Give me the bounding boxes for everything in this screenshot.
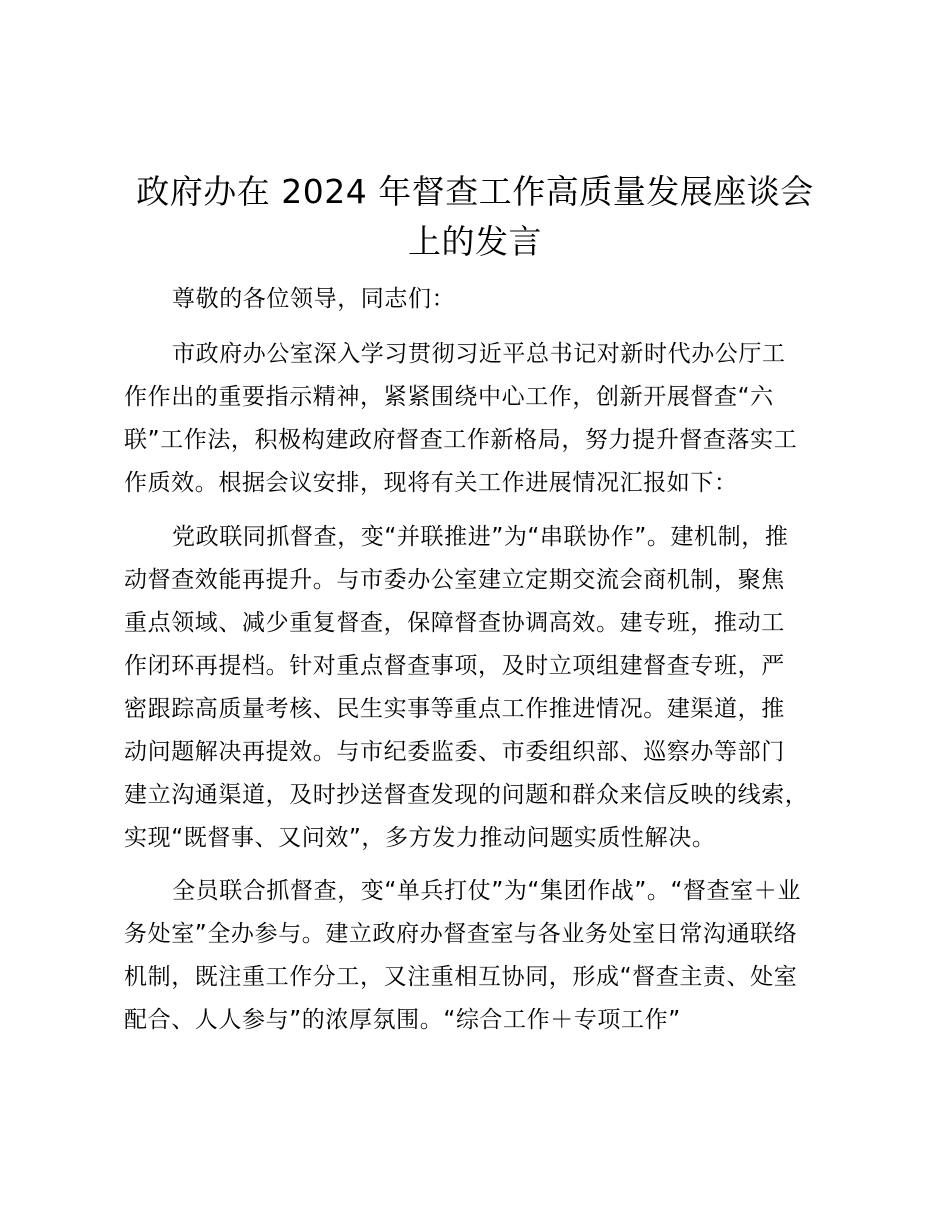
paragraph-line: 密跟踪高质量考核、民生实事等重点工作推进情况。建渠道，推 — [124, 696, 785, 722]
paragraph-line: 动督查效能再提升。与市委办公室建立定期交流会商机制，聚焦 — [124, 567, 785, 593]
paragraph-line: 联”工作法，积极构建政府督查工作新格局，努力提升督查落实工 — [124, 427, 798, 453]
document-title-line-1: 政府办在 2024 年督查工作高质量发展座谈会 — [136, 172, 814, 211]
paragraph-line: 机制，既注重工作分工，又注重相互协同，形成“督查主责、处室 — [124, 964, 798, 990]
paragraph-line: 党政联同抓督查，变“并联推进”为“串联协作”。建机制，推 — [172, 524, 789, 550]
document-title-line-2: 上的发言 — [408, 222, 542, 261]
paragraph-line: 全员联合抓督查，变“单兵打仗”为“集团作战”。“督查室＋业 — [172, 878, 801, 904]
paragraph-line: 配合、人人参与”的浓厚氛围。“综合工作＋专项工作” — [124, 1007, 681, 1033]
paragraph-line: 作质效。根据会议安排，现将有关工作进展情况汇报如下： — [124, 470, 738, 496]
paragraph-line: 作作出的重要指示精神，紧紧围绕中心工作，创新开展督查“六 — [124, 384, 774, 410]
paragraph-line: 重点领域、减少重复督查，保障督查协调高效。建专班，推动工 — [124, 610, 785, 636]
paragraph-line: 实现“既督事、又问效”，多方发力推动问题实质性解决。 — [124, 825, 716, 851]
paragraph-line: 市政府办公室深入学习贯彻习近平总书记对新时代办公厅工 — [172, 341, 786, 367]
paragraph-line: 作闭环再提档。针对重点督查事项，及时立项组建督查专班，严 — [124, 653, 785, 679]
salutation: 尊敬的各位领导，同志们： — [172, 286, 456, 312]
paragraph-line: 务处室”全办参与。建立政府办督查室与各业务处室日常沟通联络 — [124, 921, 798, 947]
paragraph-line: 建立沟通渠道，及时抄送督查发现的问题和群众来信反映的线索， — [124, 782, 809, 808]
paragraph-line: 动问题解决再提效。与市纪委监委、市委组织部、巡察办等部门 — [124, 739, 785, 765]
